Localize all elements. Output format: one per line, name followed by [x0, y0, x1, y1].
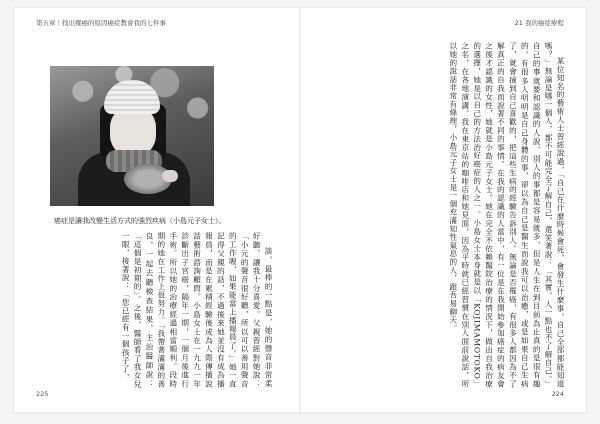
left-page-number: 225 — [36, 390, 49, 398]
book-spread — [14, 8, 586, 412]
right-page-header: 21 我的癌症療程 — [514, 19, 564, 27]
photo-hand — [162, 170, 178, 182]
right-body-paragraph: 某位知名的藝術人士曾經說過，「自己在什麼時候會死，會發生什麼事，自己全部都能知道嗎？」無論是哪一個人，都不可能完全了解自己，還笑著說：「其實，人一點也不了解自己。」自己的事就要和認識的人說，別人的事都是容易就多，但是人生在到目前為止真的是很有趣的。有很多人明明是自己身體的事，卻以為自己是醫生而說我可以治癒，或是如果自己生病了，就會撿到自己喜歡的，把這些生病的經驗告訴別人。無論是否罹癌，有很多人都因為不了解真正的自我而說著不同的事情。在我的認識的人當中，有一位是在我開始參加癌症的病友會之後才認識的女性，她就是小島元子女士。她在完全不依賴醫院治療的情況下，做出自我治療的選擇，她是以自己的方法治好癌症的人之一。小島女士本身就是以「KOJIMAMOTOKO」之名，在各地演講。我在東京站的咖啡店和她見面，因為平時就已經習慣在別人面前說話，所以她的說話非常有條理，小島元子女士是一個充滿知性氣息的人，跟吾易聊天。 — [448, 42, 565, 388]
left-page-header: 第五章｜找出罹癌的原因癌症教會我的七件事 — [36, 19, 166, 27]
right-page-body-text — [316, 42, 566, 388]
book-gutter — [299, 8, 301, 412]
left-page-body-text — [42, 232, 274, 388]
left-body-paragraph: 談，最棒的一點是，她的聲音非常柔好聽，讓我十分喜愛。父親曾經對她說：「小元的聲音很好聽，所以可以善用聲音的工作喔，如果能當上播報員了。」她一直記得父親的話，不過後來她並沒有成為播報員，而是在累積經驗後成為人際傳播說話藝術諮詢顧問。小島女士在一九九一年診斷出子宮癌，隔年一期，一個月後進行手術。所以她的治療經過相當順利。段時期的她在工作上很努力。「我帶著滿滿的善良，一起去聽檢查結果，主治醫師說：「這個是初期的」。之後，醫師看了我女兒一眼，接著說：「您已經有一個孩子了， — [121, 232, 273, 388]
photo-caption: 癌症是讓我改變生活方式的強烈疾病（小島元子女士）。 — [54, 217, 226, 225]
right-page-number: 224 — [551, 390, 564, 398]
portrait-photo — [50, 66, 214, 206]
